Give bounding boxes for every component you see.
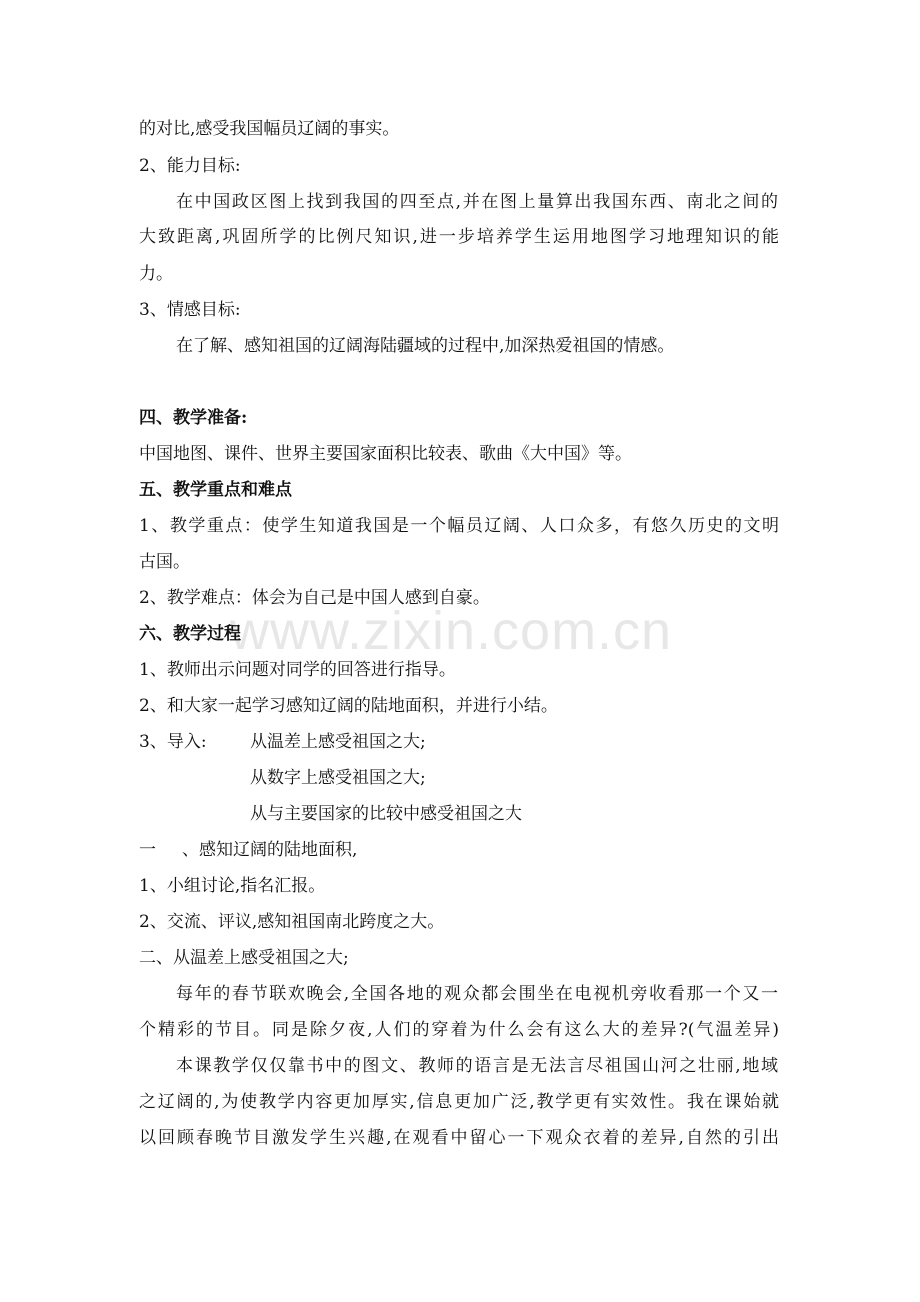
text-line: 的对比,感受我国幅员辽阔的事实。 <box>139 119 400 139</box>
text-line: 1、小组讨论,指名汇报。 <box>139 876 326 896</box>
watermark: www.zixin.com.cn <box>230 601 673 661</box>
text-line: 3、导入: <box>139 732 207 752</box>
paragraph-line: 个精彩的节目。同是除夕夜,人们的穿着为什么会有这么大的差异?(气温差异) <box>139 1020 779 1040</box>
text-line: 中国地图、课件、世界主要国家面积比较表、歌曲《大中国》等。 <box>139 444 632 464</box>
text-line: 2、和大家一起学习感知辽阔的陆地面积，并进行小结。 <box>139 696 558 716</box>
paragraph-line: 古国。 <box>139 552 190 572</box>
text-line: 2、交流、评议,感知祖国南北跨度之大。 <box>139 912 445 932</box>
list-item: 从与主要国家的比较中感受祖国之大 <box>250 804 522 824</box>
section-heading: 二、从温差上感受祖国之大; <box>139 948 349 968</box>
list-item: 从温差上感受祖国之大; <box>250 732 426 752</box>
paragraph-line: 以回顾春晚节目激发学生兴趣,在观看中留心一下观众衣着的差异,自然的引出 <box>139 1128 779 1148</box>
list-item: 从数字上感受祖国之大; <box>250 768 426 788</box>
paragraph-line: 大致距离,巩固所学的比例尺知识,进一步培养学生运用地图学习地理知识的能 <box>139 227 779 247</box>
text-line: 2、教学难点：体会为自己是中国人感到自豪。 <box>139 588 490 608</box>
section-heading: 五、教学重点和难点 <box>139 480 292 500</box>
section-heading: 3、情感目标: <box>139 300 241 320</box>
section-heading: 2、能力目标: <box>139 156 241 176</box>
section-heading: 四、教学准备: <box>139 408 248 428</box>
section-number: 一 <box>139 840 156 860</box>
section-heading: 六、教学过程 <box>139 624 241 644</box>
paragraph-line: 每年的春节联欢晚会,全国各地的观众都会围坐在电视机旁收看那一个又一 <box>176 984 778 1004</box>
paragraph-line: 在了解、感知祖国的辽阔海陆疆域的过程中,加深热爱祖国的情感。 <box>176 336 675 356</box>
paragraph-line: 本课教学仅仅靠书中的图文、教师的语言是无法言尽祖国山河之壮丽,地域 <box>176 1056 778 1076</box>
paragraph-line: 之辽阔的,为使教学内容更加厚实,信息更加广泛,教学更有实效性。我在课始就 <box>139 1092 779 1112</box>
section-heading: 、感知辽阔的陆地面积, <box>182 840 358 860</box>
paragraph-line: 1、教学重点：使学生知道我国是一个幅员辽阔、人口众多，有悠久历史的文明 <box>139 516 779 536</box>
paragraph-line: 在中国政区图上找到我国的四至点,并在图上量算出我国东西、南北之间的 <box>176 192 778 212</box>
paragraph-line: 力。 <box>139 264 173 284</box>
text-line: 1、教师出示问题对同学的回答进行指导。 <box>139 660 456 680</box>
